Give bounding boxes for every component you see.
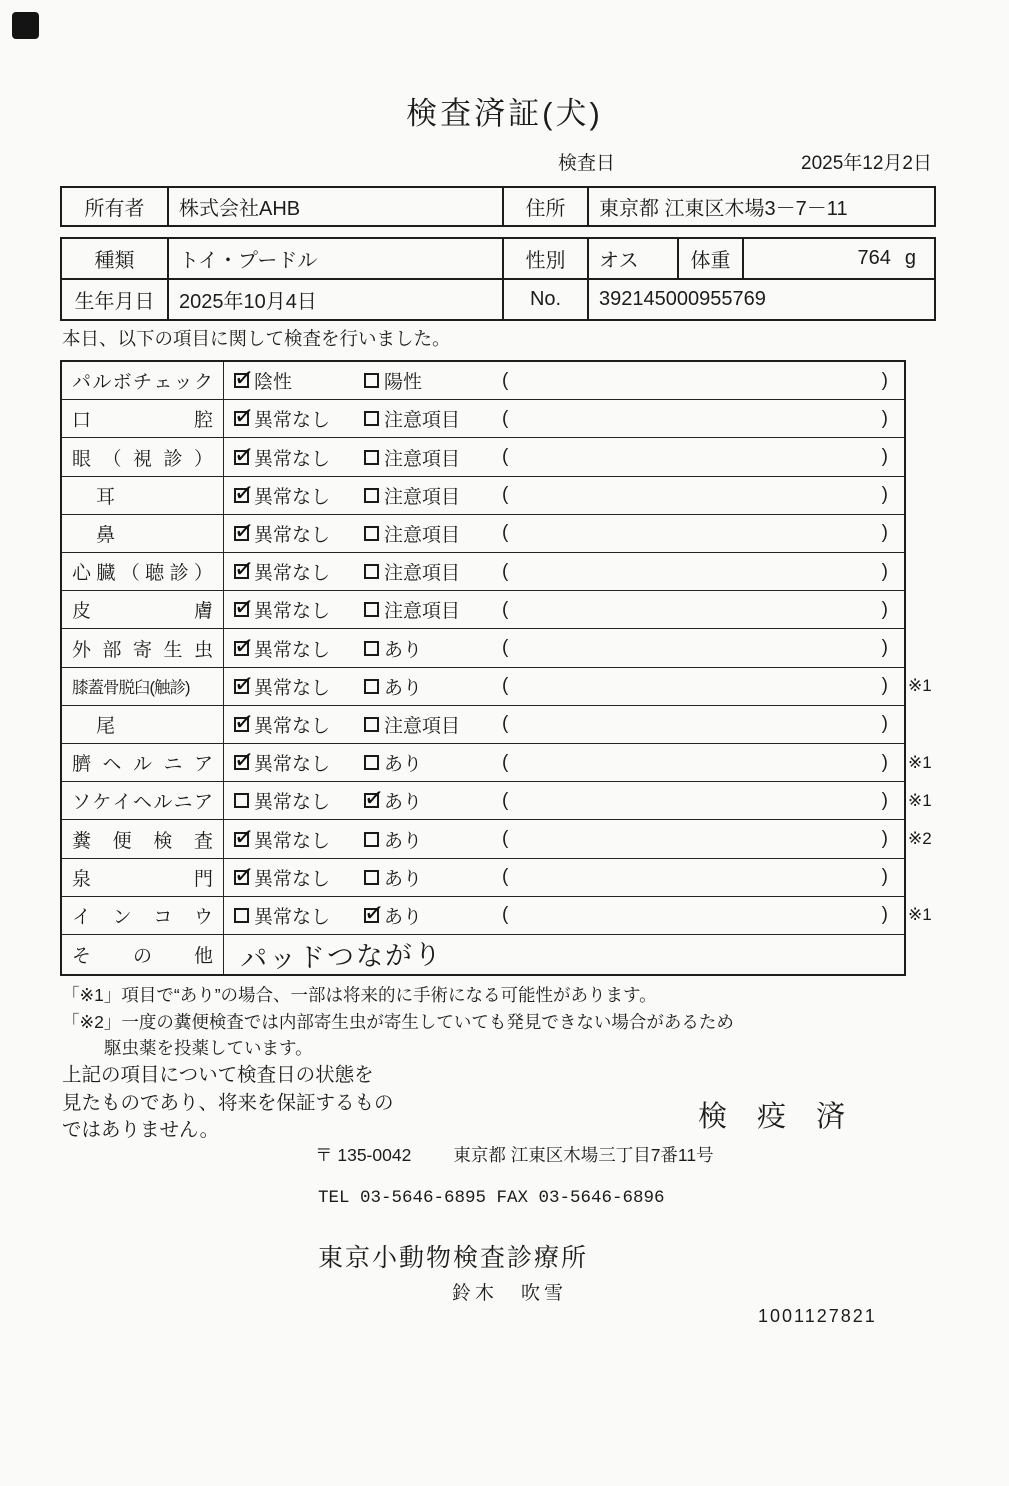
check-option: ✓ 異常なし [234, 635, 364, 662]
intro-text: 本日、以下の項目に関して検査を行いました。 [62, 328, 451, 349]
row-note: ※1 [908, 752, 932, 772]
inspection-row-patella [62, 667, 932, 705]
check-option: ✓ あり [364, 787, 502, 814]
address-label: 住所 [502, 188, 587, 225]
checkbox [234, 488, 249, 503]
checkbox [364, 717, 379, 732]
checkbox [364, 755, 379, 770]
owner-table [60, 186, 936, 227]
check-option: ✓ 異常なし [234, 405, 364, 432]
row-label: イ ン コ ウ [72, 906, 213, 928]
page-title: 検査済証(犬) [406, 96, 603, 131]
check-option: 異常なし [234, 787, 364, 814]
clinic-address-line [315, 1142, 714, 1167]
row-label: 尾 [96, 715, 116, 737]
inspection-row-parvo [62, 362, 904, 399]
checkbox [234, 411, 249, 426]
row-label: 糞 便 検 査 [72, 830, 213, 852]
checkbox [364, 793, 379, 808]
tel-fax-line: TEL 03-5646-6895 FAX 03-5646-6896 [318, 1188, 665, 1208]
pet-table [60, 237, 936, 321]
checkbox [364, 450, 379, 465]
remark-field: ( ) [502, 789, 888, 811]
row-note: ※1 [908, 905, 932, 925]
inspection-row-ears [62, 476, 904, 514]
check-option: ✓ 異常なし [234, 444, 364, 471]
row-label: 口 腔 [72, 410, 213, 432]
remark-field: ( ) [502, 560, 888, 582]
row-label: 膝蓋骨脱臼(触診) [72, 679, 190, 698]
checkbox [234, 870, 249, 885]
check-option: あり [364, 635, 502, 662]
check-option: 注意項目 [364, 405, 502, 432]
handwritten-note: パッドつながり [239, 939, 444, 975]
check-option: あり [364, 673, 502, 700]
address-value: 東京都 江東区木場3－7－11 [587, 188, 934, 225]
checkbox [234, 908, 249, 923]
pet-row-1 [62, 239, 934, 280]
row-note: ※1 [908, 676, 932, 696]
check-option: 陽性 [364, 367, 502, 394]
checkbox [364, 679, 379, 694]
footnote-2-cont: 駆虫薬を投薬しています。 [104, 1038, 313, 1059]
inspection-date-label: 検査日 [558, 153, 616, 174]
row-label: パ ル ボ チ ェ ッ ク [72, 372, 213, 394]
check-option: ✓ 異常なし [234, 482, 364, 509]
checkbox [364, 488, 379, 503]
check-option: ✓ 異常なし [234, 826, 364, 853]
check-option: 注意項目 [364, 558, 502, 585]
remark-field: ( ) [502, 751, 888, 773]
checkbox [234, 526, 249, 541]
weight-unit: g [904, 247, 916, 269]
check-option: ✓ 異常なし [234, 596, 364, 623]
clinic-address: 東京都 江東区木場三丁目7番11号 [453, 1145, 714, 1165]
check-option: ✓ 異常なし [234, 673, 364, 700]
sex-value: オス [587, 239, 677, 278]
postal-code: 〒 135-0042 [315, 1145, 412, 1165]
checkbox [234, 717, 249, 732]
checkbox [364, 870, 379, 885]
checkbox [234, 755, 249, 770]
check-option: ✓ 異常なし [234, 711, 364, 738]
breed-label: 種類 [94, 250, 135, 272]
birth-value: 2025年10月4日 [167, 280, 502, 319]
row-label: 耳 [96, 486, 116, 508]
inspection-row-cryptorchid [62, 896, 932, 934]
remark-field: ( ) [502, 637, 888, 659]
inspection-row-eyes [62, 437, 904, 475]
row-label: 心 臓 （ 聴 診 ） [72, 563, 213, 585]
check-option: 注意項目 [364, 444, 502, 471]
checkbox [234, 450, 249, 465]
checkbox [364, 411, 379, 426]
inspection-row-fontanelle [62, 858, 904, 896]
disclaimer: 上記の項目について検査日の状態を 見たものであり、将来を保証するもの ではありません。 [62, 1064, 394, 1142]
row-note: ※2 [908, 829, 932, 849]
checkbox [364, 602, 379, 617]
remark-field: ( ) [502, 904, 888, 926]
inspection-row-inguinal-hernia [62, 781, 932, 819]
remark-field: ( ) [502, 675, 888, 697]
row-label: 臍 ヘ ル ニ ア [72, 754, 213, 776]
weight-label: 体重 [677, 239, 742, 278]
clinic-name: 東京小動物検査診療所 [318, 1244, 589, 1272]
remark-field: ( ) [502, 598, 888, 620]
check-option: 注意項目 [364, 482, 502, 509]
checkbox [364, 526, 379, 541]
no-value: 392145000955769 [587, 280, 934, 319]
check-option: あり [364, 864, 502, 891]
checkbox [234, 641, 249, 656]
check-option: 注意項目 [364, 711, 502, 738]
inspection-row-heart [62, 552, 904, 590]
checkbox [234, 602, 249, 617]
check-option: ✓ 異常なし [234, 749, 364, 776]
owner-value: 株式会社AHB [167, 188, 502, 225]
check-option: 注意項目 [364, 596, 502, 623]
birth-label: 生年月日 [74, 291, 155, 313]
inspection-row-mouth [62, 399, 904, 437]
remark-field: ( ) [502, 484, 888, 506]
remark-field: ( ) [502, 522, 888, 544]
checkbox [234, 832, 249, 847]
row-label: 外 部 寄 生 虫 [72, 639, 213, 661]
serial-number: 1001127821 [758, 1306, 877, 1326]
inspection-row-fecal-exam [62, 819, 932, 857]
row-label: 皮 膚 [72, 601, 213, 623]
footnote-1: 「※1」項目で“あり”の場合、一部は将来的に手術になる可能性があります。 [62, 985, 657, 1005]
check-option: あり [364, 826, 502, 853]
checkbox [364, 908, 379, 923]
remark-field: ( ) [502, 828, 888, 850]
inspection-row-skin [62, 590, 904, 628]
inspection-date-value: 2025年12月2日 [801, 153, 932, 174]
check-option: 注意項目 [364, 520, 502, 547]
checkbox [364, 564, 379, 579]
checkbox [234, 564, 249, 579]
check-option: ✓ あり [364, 902, 502, 929]
check-option: ✓ 陰性 [234, 367, 364, 394]
checkbox [364, 373, 379, 388]
inspection-row-umbilical-hernia [62, 743, 932, 781]
owner-label: 所有者 [84, 198, 145, 220]
footnotes [62, 982, 734, 1062]
scan-corner-mark [12, 12, 39, 39]
checkbox [364, 641, 379, 656]
check-option: 異常なし [234, 902, 364, 929]
check-option: ✓ 異常なし [234, 558, 364, 585]
remark-field: ( ) [502, 866, 888, 888]
quarantine-stamp: 検 疫 済 [698, 1101, 857, 1133]
footnote-2: 「※2」一度の糞便検査では内部寄生虫が寄生していても発見できない場合があるため [62, 1011, 734, 1032]
row-label: 泉 門 [72, 868, 213, 890]
checkbox [234, 793, 249, 808]
remark-field: ( ) [502, 713, 888, 735]
veterinarian-name: 鈴木 吹雪 [452, 1283, 568, 1304]
weight-value: 764 g [742, 239, 934, 278]
row-label: 眼 （ 視 診 ） [72, 448, 213, 470]
inspection-row-tail [62, 705, 904, 743]
remark-field: ( ) [502, 446, 888, 467]
check-option: あり [364, 749, 502, 776]
inspection-date-row [558, 148, 932, 175]
row-label: そ の 他 [72, 946, 213, 968]
remark-field: ( ) [502, 369, 888, 391]
inspection-row-nose [62, 514, 904, 552]
checkbox [234, 679, 249, 694]
checkbox [234, 373, 249, 388]
row-label: 鼻 [96, 524, 116, 546]
inspection-row-other [62, 934, 904, 974]
inspection-table [60, 360, 932, 976]
check-option: ✓ 異常なし [234, 864, 364, 891]
row-label: ソ ケ イ ヘ ル ニ ア [72, 792, 213, 814]
sex-label: 性別 [502, 239, 587, 278]
row-note: ※1 [908, 790, 932, 810]
breed-value: トイ・プードル [167, 239, 502, 278]
pet-row-2 [62, 280, 934, 319]
inspection-row-ectoparasites [62, 628, 904, 666]
checkbox [364, 832, 379, 847]
no-label: No. [502, 280, 587, 319]
check-option: ✓ 異常なし [234, 520, 364, 547]
remark-field: ( ) [502, 407, 888, 429]
